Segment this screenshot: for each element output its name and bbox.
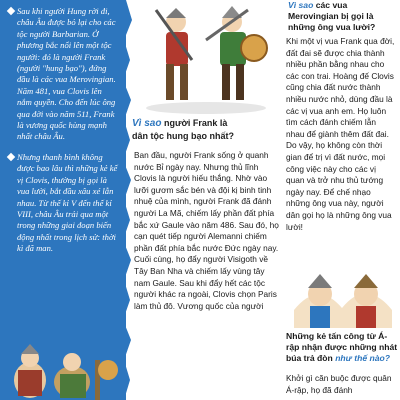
sidebar-paragraph bbox=[8, 6, 118, 143]
soldiers-head-illustration-icon bbox=[288, 270, 396, 328]
section-heading bbox=[132, 118, 282, 141]
heading-text: các vua Merovingian bị gọi là những ông vua lười? bbox=[288, 0, 376, 32]
heading-text-line2: dân tộc hung bạo nhất? bbox=[132, 131, 234, 141]
sidebar-paragraph-text: Nhưng thanh bình không được bao lâu thì những kẻ kế vị Clovis, thường bị gọi là vua lười, bắt đầu xâu xé lẫn nhau. Từ thế kỉ V đến thế kỉ VIII, châu Âu trải qua một trong những giai đoạn biến động nhất trong lịch sử: thời kì đã man. bbox=[17, 151, 118, 254]
right-paragraph-2: Khởi gì căn buộc được quân Á-rập, họ đã đánh bbox=[286, 373, 392, 395]
heading-accent: Vì sao bbox=[288, 0, 314, 10]
sidebar-text bbox=[8, 6, 118, 264]
right-paragraph: Khi một vị vua Frank qua đời, đất đai sẽ được chia thành nhiều phần bằng nhau cho các con trai. Hoàng đế Clovis cũng chia đất nước thành nhiều nước nhỏ, dùng đầu là các vị vua anh em. Họ luôn tìm cách đánh chiếm lẫn nhau để giành thêm đất đai. Do vậy, họ không còn thời gian để trị vì đất nước, mọi công việc này cho các vị quan và trở nhu thủ tướng ngày nay. Để chế nhạo những ông vua này, người dân gọi họ là những ông vua lười! bbox=[286, 36, 395, 232]
main-paragraph: Ban đầu, người Frank sống ở quanh nước Bỉ ngày nay. Nhưng thủ lĩnh Clovis là người hiếu thắng. Nhờ vào lưỡi gươm sắc bén và đội kị binh tinh nhuệ của mình, người Frank đã đánh người La Mã, chiếm lấy phần đất phía bắc xứ Gaule vào năm 486. Sau đó, họ cạn quét tiếp người Alemanni chiếm phần đất phía bắc nước Đức ngày nay. Cuối cùng, họ đẩy người Visigoth về Tây Ban Nha và chiếm lấy vùng tây nam Gaule. Sau khi đẩy hết các tộc người khác ra ngoài, Clovis chọn Paris làm thủ đô. Vương quốc của người bbox=[134, 150, 279, 311]
right-section-heading bbox=[288, 0, 396, 33]
sidebar-paragraph-text: Sau khi người Hung rời đi, châu Âu được bỏ lại cho các tộc người Barbarian. Ở phương bắc nổi lên một tộc người: đó là người Frank (người "hung bạo"), đứng đầu là các vua Merovingian. Năm 481, vua Clovis lên nắm quyền. Cho đến lúc ông qua đời vào năm 511, Frank là vương quốc hùng mạnh nhất châu Âu. bbox=[17, 6, 116, 142]
heading-accent: Vì sao bbox=[132, 118, 162, 129]
heading-text: Những kẻ tấn công từ Á-rập nhận được những nhát búa trả đòn bbox=[286, 331, 398, 363]
right-section-heading-2 bbox=[286, 331, 398, 364]
heading-text: người Frank là bbox=[163, 118, 228, 128]
diamond-bullet-icon bbox=[7, 7, 15, 15]
sidebar-paragraph bbox=[8, 152, 118, 255]
heading-accent: như thế nào? bbox=[335, 353, 391, 363]
battle-illustration-icon bbox=[136, 0, 276, 115]
soldiers-illustration-icon bbox=[0, 340, 126, 400]
diamond-bullet-icon bbox=[7, 153, 15, 161]
